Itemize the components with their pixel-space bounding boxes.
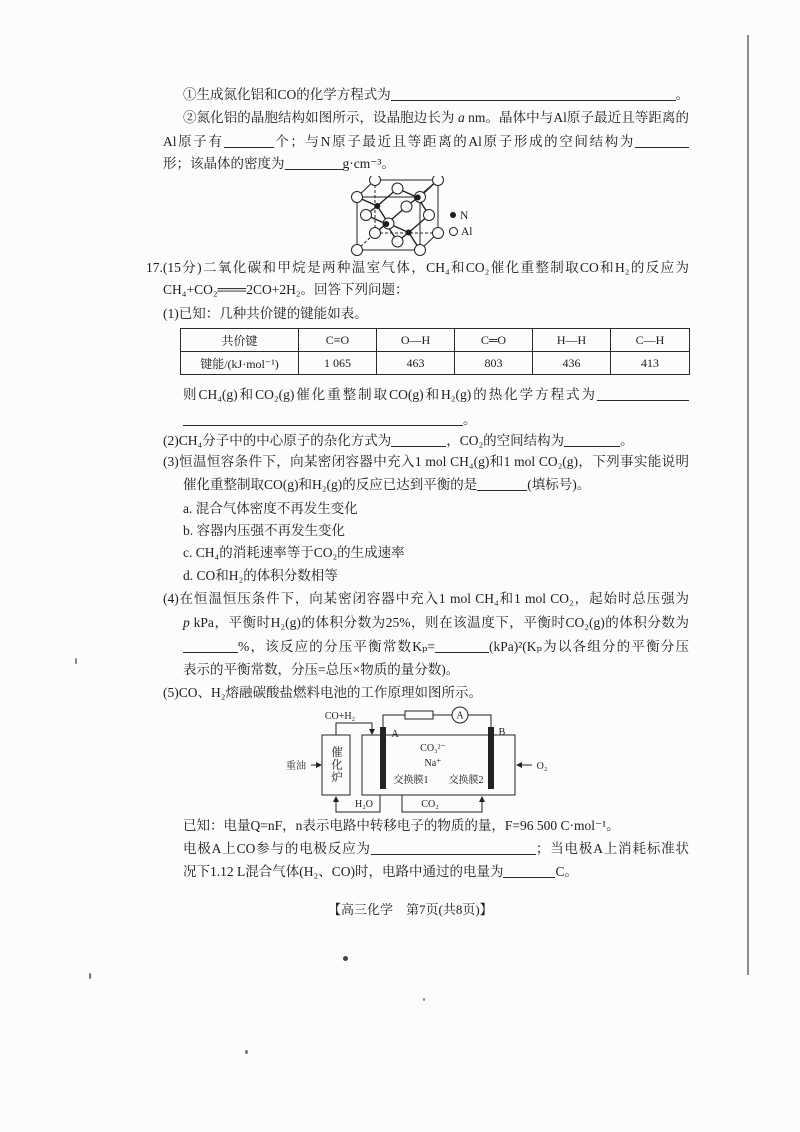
- legend-n: [450, 209, 468, 223]
- answer-blank: [285, 157, 343, 170]
- q17-part-1-question-cont: [183, 411, 477, 429]
- q17-part-4-text-3: (kPa)²(Kₚ为以各组分的平衡分压: [489, 639, 689, 654]
- wire-right: [468, 715, 491, 727]
- legend-al: [449, 225, 473, 239]
- electrode-a: [380, 727, 386, 789]
- heavy-oil-label: 重油: [286, 761, 306, 772]
- q17-part-2-end: 。: [620, 433, 634, 448]
- electrode-a-label: A: [391, 729, 399, 740]
- al-atom: [392, 236, 403, 247]
- table-cell: 803: [455, 352, 533, 375]
- table-cell: 共价键: [181, 329, 299, 352]
- al-atom: [370, 228, 381, 239]
- table-cell: 键能/(kJ·mol⁻¹): [181, 352, 299, 375]
- membrane-2-label: 交换膜2: [448, 775, 484, 786]
- al-atom: [352, 245, 363, 256]
- answer-blank: [391, 88, 676, 101]
- q16-p4-text: 形；该晶体的密度为: [163, 156, 285, 171]
- option-b: b. 容器内压强不再发生变化: [183, 523, 345, 538]
- al-atom: [424, 210, 435, 221]
- table-cell: H—H: [533, 329, 611, 352]
- n-atom: [415, 195, 421, 201]
- q16-p4-unit: g·cm⁻³。: [342, 156, 395, 171]
- q16-p3-text: Al原子有: [163, 134, 224, 149]
- q16-p1-text: ①生成氮化铝和CO的化学方程式为: [183, 87, 391, 102]
- option-d: d. CO和H₂的体积分数相等: [183, 568, 338, 583]
- al-atom: [352, 192, 363, 203]
- scan-speck: [343, 956, 348, 961]
- q16-p2-text-2: nm。晶体中与Al原子最近且等距离的: [464, 110, 689, 125]
- legend-n-label: N: [460, 210, 469, 222]
- al-atom-legend-icon: [449, 227, 458, 236]
- answer-blank: [435, 640, 489, 653]
- al-atom: [392, 183, 403, 194]
- q17-part-5-question-2: [183, 863, 578, 881]
- q17-part-3-hint: (填标号)。: [527, 477, 591, 492]
- q16-line-3: [163, 133, 689, 151]
- q17-part-3-line-2: [183, 476, 590, 494]
- table-cell: 413: [611, 352, 690, 375]
- q17-part-1-end: 。: [463, 412, 477, 427]
- q17-part-4-text-2: %，该反应的分压平衡常数Kₚ=: [238, 639, 435, 654]
- al-atom: [433, 228, 444, 239]
- q17-part-4-line-2: [183, 614, 689, 632]
- answer-blank: [224, 135, 274, 148]
- aln-unit-cell-figure: [350, 176, 450, 258]
- table-cell: O—H: [377, 329, 455, 352]
- legend-al-label: Al: [461, 226, 473, 238]
- q17-part-2-text: (2)CH₄分子中的中心原子的杂化方式为: [163, 433, 392, 448]
- q17-part-3-text: 催化重整制取CO(g)和H₂(g)的反应已达到平衡的是: [183, 477, 478, 492]
- al-atom: [370, 176, 381, 186]
- carbonate-ion-label: CO₃²⁻: [420, 743, 446, 754]
- q17-part-1-text: (1)已知：几种共价键的键能如表。: [163, 306, 368, 321]
- n-atom-legend-icon: [450, 212, 456, 218]
- co2-label: CO₂: [421, 799, 439, 810]
- water-label: H₂O: [355, 799, 373, 810]
- option-a: a. 混合气体密度不再发生变化: [183, 501, 358, 516]
- scan-speck: [423, 998, 425, 1001]
- q17-part-5-text-3: 况下1.12 L混合气体(H₂、CO)时，电路中通过的电量为: [183, 864, 504, 879]
- ammeter-label: A: [456, 710, 464, 722]
- q17-part-2: [163, 432, 634, 450]
- q17-part-5-unit: C。: [555, 864, 578, 879]
- q17-part-4-line-3: [183, 638, 689, 656]
- co2-recycle-pipe: [402, 795, 482, 812]
- al-atom: [361, 210, 372, 221]
- page-footer: 【高三化学 第7页(共8页)】: [328, 902, 493, 917]
- q17-intro-line-1: 17.(15分)二氧化碳和甲烷是两种温室气体，CH₄和CO₂催化重整制取CO和H₂的反应为: [146, 260, 689, 275]
- q16-p3-text-2: 个；与N原子最近且等距离的Al原子形成的空间结构为: [273, 134, 636, 149]
- table-cell: C≡O: [299, 329, 377, 352]
- q17-intro-line-2: CH₄+CO₂═══2CO+2H₂。回答下列问题：: [163, 282, 409, 297]
- table-cell: C═O: [455, 329, 533, 352]
- q17-part-5-text: (5)CO、H₂熔融碳酸盐燃料电池的工作原理如图所示。: [163, 685, 482, 700]
- answer-blank: [564, 434, 620, 447]
- answer-blank: [597, 388, 689, 401]
- sodium-ion-label: Na⁺: [424, 758, 442, 769]
- q16-p2-variable: a: [457, 110, 465, 125]
- q17-part-4-line-1: (4)在恒温恒压条件下，向某密闭容器中充入1 mol CH₄和1 mol CO₂，起始时总压强为: [163, 591, 689, 606]
- table-cell: 1 065: [299, 352, 377, 375]
- catalytic-furnace-label: 催化炉: [330, 746, 342, 784]
- fuel-cell-diagram: [280, 700, 560, 820]
- al-atom: [415, 245, 426, 256]
- table-cell: 463: [377, 352, 455, 375]
- electrode-b-label: B: [498, 727, 506, 738]
- q17-part-2-text-2: ，CO₂的空间结构为: [446, 433, 565, 448]
- q17-part-3-line-1: (3)恒温恒容条件下，向某密闭容器中充入1 mol CH₄(g)和1 mol CO₂(g)，下列事实能说明: [163, 454, 689, 469]
- answer-blank: [183, 640, 238, 653]
- fuel-gas-pipe: [336, 723, 372, 735]
- n-atom: [374, 203, 380, 209]
- q17-part-1-question-text: 则CH₄(g)和CO₂(g)催化重整制取CO(g)和H₂(g)的热化学方程式为: [183, 387, 597, 402]
- n-atom: [383, 221, 389, 227]
- q16-p1-end: 。: [675, 87, 690, 102]
- scan-edge-line: [747, 35, 749, 975]
- scan-speck: [89, 973, 91, 979]
- q17-part-5-note: 已知：电量Q=nF，n表示电路中转移电子的物质的量，F=96 500 C·mol⁻¹。: [183, 818, 620, 833]
- resistor: [405, 711, 433, 719]
- table-row: [181, 352, 690, 375]
- electrode-b: [488, 727, 494, 789]
- option-c: c. CH₄的消耗速率等于CO₂的生成速率: [183, 545, 405, 560]
- q16-line-1: [183, 86, 689, 104]
- al-atom: [433, 176, 444, 186]
- q17-part-5-text: 电极A上CO参与的电极反应为: [183, 841, 371, 856]
- q16-line-4: [163, 155, 395, 173]
- q17-part-1-question: [183, 386, 689, 404]
- answer-blank: [635, 135, 689, 148]
- answer-blank: [183, 413, 463, 426]
- answer-blank: [477, 478, 527, 491]
- wire-left: [383, 715, 405, 727]
- scan-speck: [75, 658, 77, 664]
- answer-blank: [391, 434, 446, 447]
- q17-part-4-line-4: 表示的平衡常数，分压=总压×物质的量分数)。: [183, 662, 460, 677]
- answer-blank: [371, 842, 536, 855]
- q17-part-5-question-1: [183, 840, 689, 858]
- q16-line-2: [183, 109, 689, 127]
- n-atom: [406, 230, 412, 236]
- table-cell: 436: [533, 352, 611, 375]
- al-atom: [401, 201, 412, 212]
- bond-energy-table: [180, 328, 690, 375]
- q17-part-4-variable: p: [183, 615, 190, 630]
- fuel-gas-label: CO+H₂: [324, 711, 356, 722]
- oxygen-label: O₂: [536, 761, 548, 772]
- membrane-1-label: 交换膜1: [393, 775, 429, 786]
- answer-blank: [503, 865, 555, 878]
- table-cell: C—H: [611, 329, 690, 352]
- scan-speck: [245, 1050, 248, 1054]
- table-header-row: [181, 329, 690, 352]
- q17-part-4-text: kPa，平衡时H₂(g)的体积分数为25%，则在该温度下，平衡时CO₂(g)的体积分数为: [189, 615, 689, 630]
- q17-part-5-text-2: ；当电极A上消耗标准状: [535, 841, 689, 856]
- q16-p2-text: ②氮化铝的晶胞结构如图所示，设晶胞边长为: [183, 110, 458, 125]
